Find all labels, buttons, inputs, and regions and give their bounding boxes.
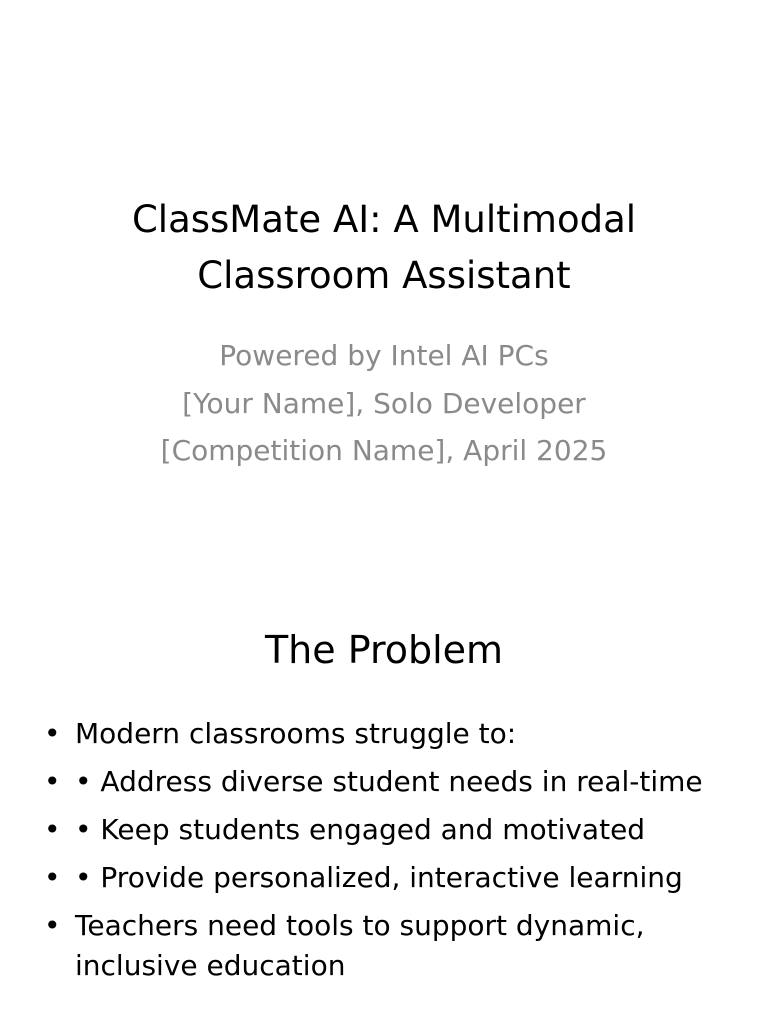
- bullet-item: [40, 906, 740, 986]
- subtitle-line-tagline: Powered by Intel AI PCs: [219, 339, 549, 372]
- bullet-dot-icon: •: [44, 861, 61, 894]
- bullet-dot-icon: •: [44, 813, 61, 846]
- bullet-text: • Provide personalized, interactive learning: [75, 861, 683, 894]
- bullet-text: • Address diverse student needs in real-time: [75, 765, 703, 798]
- subtitle-block: [60, 332, 708, 475]
- bullet-list: [40, 714, 740, 994]
- problem-title: The Problem: [264, 628, 504, 672]
- bullet-text: Modern classrooms struggle to:: [75, 717, 517, 750]
- bullet-item: [40, 858, 740, 898]
- bullet-dot-icon: •: [44, 717, 61, 750]
- bullet-item: [40, 714, 740, 754]
- bullet-item: [40, 810, 740, 850]
- bullet-item: [40, 762, 740, 802]
- presentation-title: ClassMate AI: A Multimodal Classroom Assistant: [131, 198, 637, 297]
- subtitle-line-event: [Competition Name], April 2025: [160, 434, 608, 467]
- bullet-text: • Keep students engaged and motivated: [75, 813, 646, 846]
- subtitle-line-author: [Your Name], Solo Developer: [182, 386, 586, 420]
- bullet-dot-icon: •: [44, 909, 61, 942]
- bullet-dot-icon: •: [44, 765, 61, 798]
- bullet-text: Teachers need tools to support dynamic, inclusive education: [75, 909, 645, 982]
